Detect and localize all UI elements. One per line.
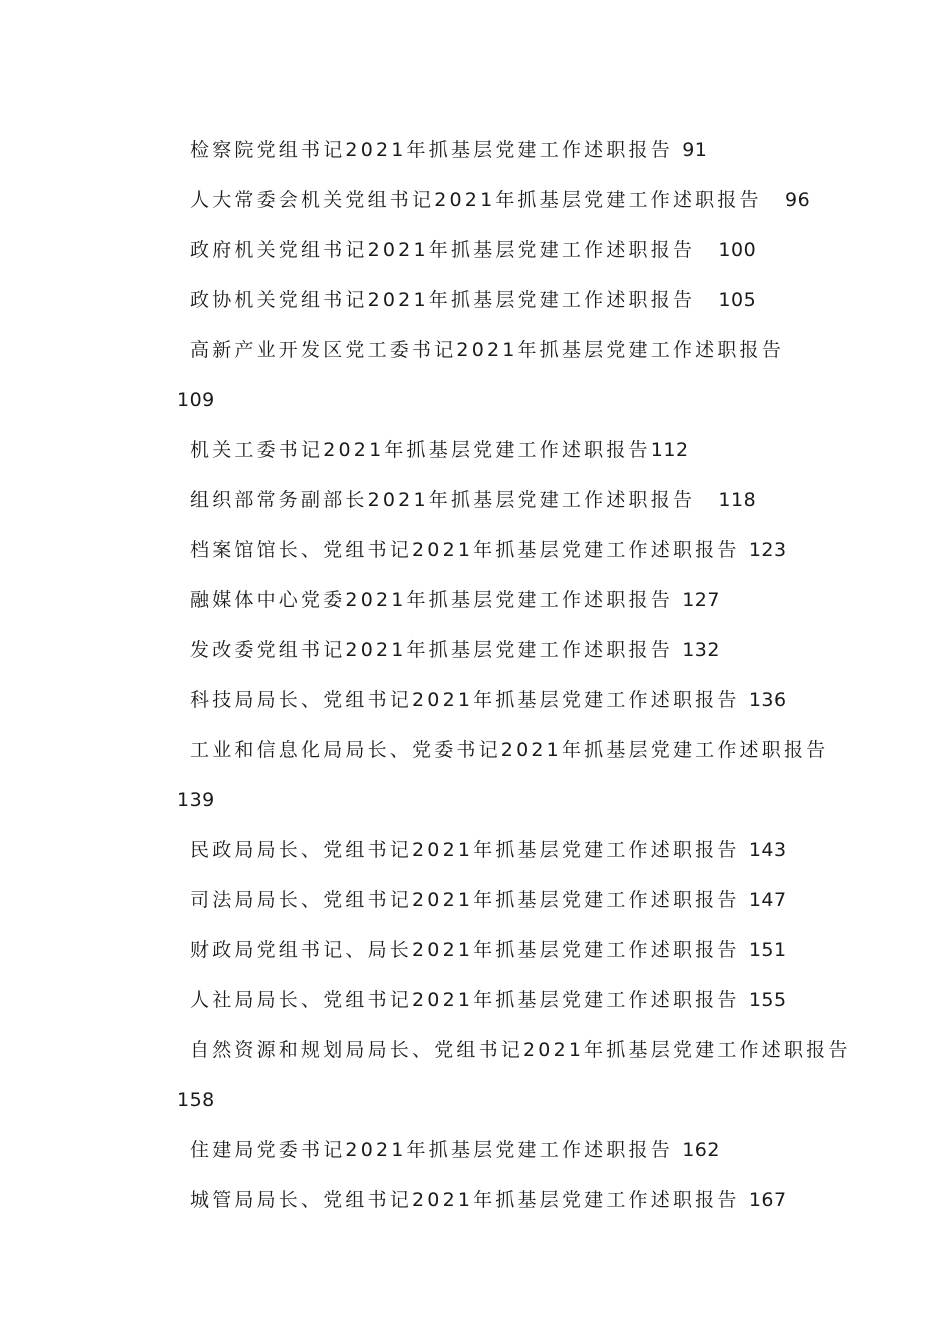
toc-entry[interactable]: [0, 225, 950, 275]
toc-entry[interactable]: [0, 675, 950, 725]
toc-entry-title: 工业和信息化局局长、党委书记2021年抓基层党建工作述职报告: [190, 739, 829, 761]
toc-entry-title: 人社局局长、党组书记2021年抓基层党建工作述职报告: [190, 989, 740, 1011]
toc-entry-page: 151: [748, 939, 787, 961]
toc-entry-continuation[interactable]: [0, 375, 950, 425]
table-of-contents: [0, 125, 950, 1225]
toc-entry[interactable]: [0, 625, 950, 675]
toc-entry[interactable]: [0, 825, 950, 875]
toc-entry-title: 政府机关党组书记2021年抓基层党建工作述职报告: [190, 239, 696, 261]
toc-entry[interactable]: [0, 425, 950, 475]
toc-entry-title: 民政局局长、党组书记2021年抓基层党建工作述职报告: [190, 839, 740, 861]
toc-entry-title: 检察院党组书记2021年抓基层党建工作述职报告: [190, 139, 673, 161]
toc-entry-page: 112: [650, 439, 689, 461]
toc-entry[interactable]: [0, 1025, 950, 1075]
toc-entry[interactable]: [0, 925, 950, 975]
toc-entry-page: 123: [748, 539, 787, 561]
toc-entry[interactable]: [0, 275, 950, 325]
toc-entry[interactable]: [0, 725, 950, 775]
toc-entry-page: 139: [177, 789, 215, 811]
toc-entry[interactable]: [0, 975, 950, 1025]
toc-entry-page: 132: [682, 639, 720, 661]
toc-entry-page: 127: [682, 589, 720, 611]
toc-entry-page: 147: [748, 889, 787, 911]
toc-entry-title: 住建局党委书记2021年抓基层党建工作述职报告: [190, 1139, 673, 1161]
toc-entry-title: 自然资源和规划局局长、党组书记2021年抓基层党建工作述职报告: [190, 1039, 851, 1061]
toc-entry[interactable]: [0, 125, 950, 175]
toc-entry-title: 财政局党组书记、局长2021年抓基层党建工作述职报告: [190, 939, 740, 961]
toc-entry-title: 高新产业开发区党工委书记2021年抓基层党建工作述职报告: [190, 339, 784, 361]
toc-entry-page: 162: [682, 1139, 720, 1161]
toc-entry-title: 科技局局长、党组书记2021年抓基层党建工作述职报告: [190, 689, 740, 711]
toc-entry-page: 136: [748, 689, 787, 711]
toc-entry-title: 机关工委书记2021年抓基层党建工作述职报告: [190, 439, 651, 461]
toc-entry-title: 档案馆馆长、党组书记2021年抓基层党建工作述职报告: [190, 539, 740, 561]
toc-entry-page: 118: [718, 489, 757, 511]
toc-entry-continuation[interactable]: [0, 775, 950, 825]
toc-entry-page: 105: [718, 289, 757, 311]
toc-entry[interactable]: [0, 325, 950, 375]
toc-entry-title: 融媒体中心党委2021年抓基层党建工作述职报告: [190, 589, 673, 611]
toc-entry-page: 100: [718, 239, 757, 261]
toc-entry[interactable]: [0, 875, 950, 925]
toc-entry-title: 组织部常务副部长2021年抓基层党建工作述职报告: [190, 489, 696, 511]
toc-entry[interactable]: [0, 1175, 950, 1225]
toc-entry-page: 96: [785, 189, 811, 211]
toc-entry-title: 司法局局长、党组书记2021年抓基层党建工作述职报告: [190, 889, 740, 911]
toc-entry[interactable]: [0, 175, 950, 225]
toc-entry-page: 109: [177, 389, 215, 411]
toc-entry-continuation[interactable]: [0, 1075, 950, 1125]
toc-entry[interactable]: [0, 475, 950, 525]
toc-entry-title: 人大常委会机关党组书记2021年抓基层党建工作述职报告: [190, 189, 762, 211]
toc-entry[interactable]: [0, 1125, 950, 1175]
toc-entry[interactable]: [0, 525, 950, 575]
toc-entry-page: 155: [748, 989, 787, 1011]
toc-entry-page: 91: [682, 139, 708, 161]
toc-entry[interactable]: [0, 575, 950, 625]
toc-entry-title: 城管局局长、党组书记2021年抓基层党建工作述职报告: [190, 1189, 740, 1211]
toc-entry-title: 发改委党组书记2021年抓基层党建工作述职报告: [190, 639, 673, 661]
toc-entry-page: 158: [177, 1089, 215, 1111]
toc-entry-title: 政协机关党组书记2021年抓基层党建工作述职报告: [190, 289, 696, 311]
toc-entry-page: 143: [748, 839, 787, 861]
toc-entry-page: 167: [748, 1189, 787, 1211]
